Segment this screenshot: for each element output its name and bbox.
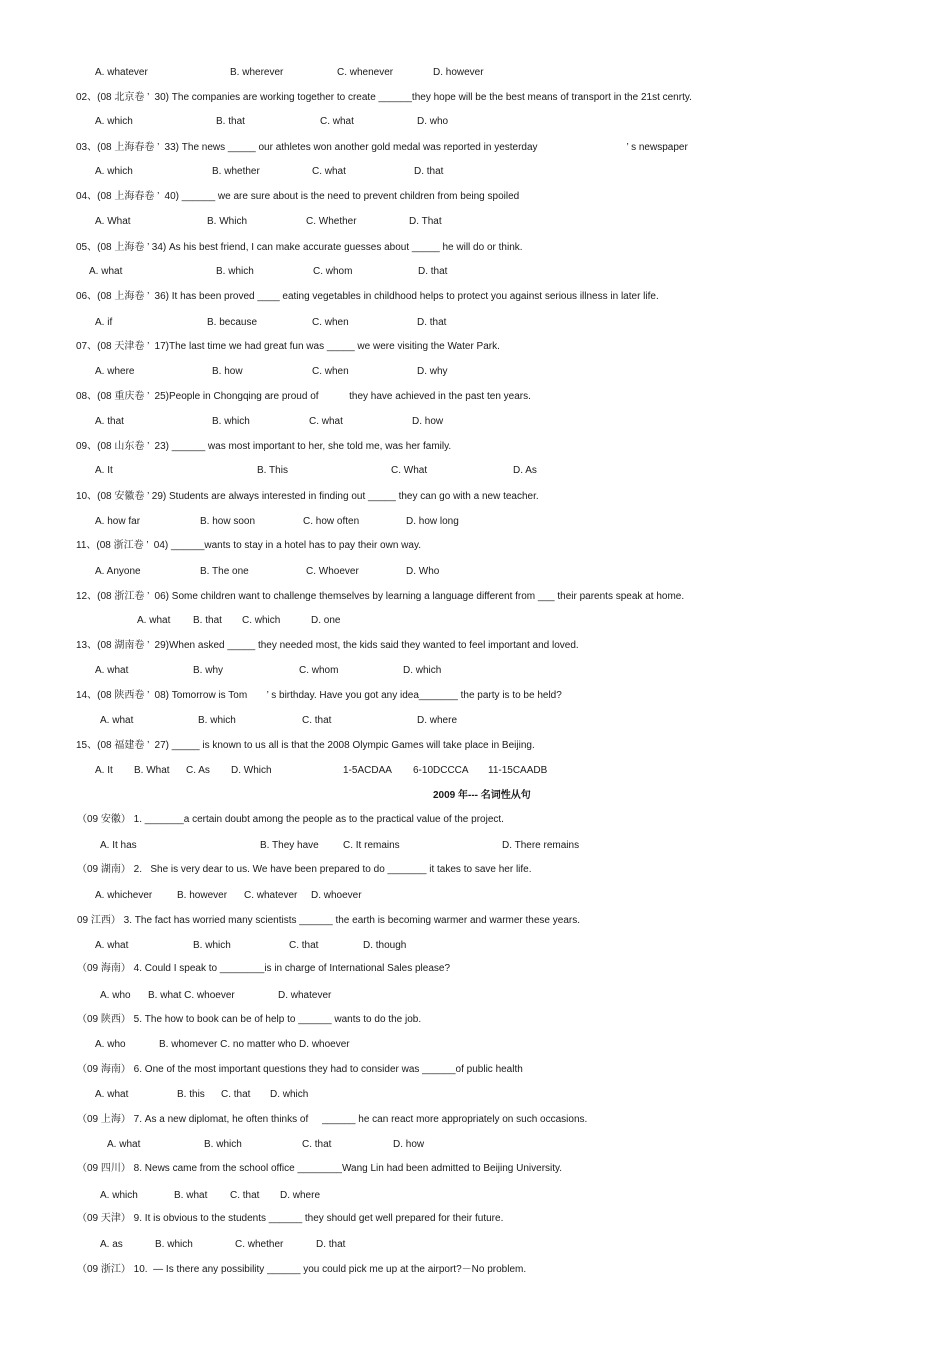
y2008-option-28-6: 11-15CAADB	[488, 765, 548, 776]
y2009-question-18: （09 浙江） 10. — Is there any possibility ______ you could pick me up at the airport?－No problem.	[77, 1264, 527, 1275]
y2009-option-5-3: D. though	[363, 940, 407, 951]
y2008-option-24-3: D. which	[403, 665, 442, 676]
y2009-option-17-1: B. which	[155, 1239, 193, 1250]
y2009-option-17-3: D. that	[316, 1239, 346, 1250]
y2008-question-13: 08、(08 重庆卷 ’ 25)People in Chongqing are proud of they have achieved in the past ten years.	[76, 391, 531, 402]
y2009-option-7-0: A. who	[100, 990, 131, 1001]
y2008-option-0-3: D. however	[433, 67, 484, 78]
y2009-option-11-2: C. that	[221, 1089, 251, 1100]
y2008-option-0-2: C. whenever	[337, 67, 394, 78]
y2009-option-3-0: A. whichever	[95, 890, 153, 901]
y2008-option-18-3: D. how long	[406, 516, 459, 527]
y2008-option-20-1: B. The one	[200, 566, 249, 577]
y2008-option-28-1: B. What	[134, 765, 170, 776]
y2009-question-12: （09 上海） 7. As a new diplomat, he often thinks of ______ he can react more appropriately on such occasions.	[77, 1114, 588, 1125]
y2008-option-24-2: C. whom	[299, 665, 339, 676]
y2008-question-3: 03、(08 上海春卷 ’ 33) The news _____ our athletes won another gold medal was reported in yesterday ’ s newspaper	[76, 142, 688, 153]
y2008-option-4-3: D. that	[414, 166, 444, 177]
y2009-option-15-2: C. that	[230, 1190, 260, 1201]
y2008-option-8-1: B. which	[216, 266, 254, 277]
y2008-option-8-3: D. that	[418, 266, 448, 277]
y2009-question-8: （09 陕西） 5. The how to book can be of help to ______ wants to do the job.	[77, 1014, 422, 1025]
y2009-option-13-3: D. how	[393, 1139, 425, 1150]
y2008-option-26-0: A. what	[100, 715, 134, 726]
y2008-option-2-1: B. that	[216, 116, 245, 127]
y2009-option-17-2: C. whether	[235, 1239, 284, 1250]
y2008-option-10-1: B. because	[207, 317, 258, 328]
y2008-option-28-5: 6-10DCCCA	[413, 765, 469, 776]
y2008-question-1: 02、(08 北京卷 ’ 30) The companies are working together to create ______they hope will be the best means of transport in the 21st cenrty.	[76, 92, 692, 103]
y2009-option-1-3: D. There remains	[502, 840, 580, 851]
y2009-option-13-2: C. that	[302, 1139, 332, 1150]
y2008-option-14-2: C. what	[309, 416, 343, 427]
y2008-question-17: 10、(08 安徽卷 ’ 29) Students are always interested in finding out _____ they can go with a new teacher.	[76, 491, 539, 502]
y2008-option-22-1: B. that	[193, 615, 222, 626]
y2009-question-14: （09 四川） 8. News came from the school office ________Wang Lin had been admitted to Beijing University.	[77, 1163, 563, 1174]
y2008-option-0-1: B. wherever	[230, 67, 284, 78]
y2009-option-13-1: B. which	[204, 1139, 242, 1150]
y2008-option-2-3: D. who	[417, 116, 449, 127]
y2008-option-6-0: A. What	[95, 216, 131, 227]
y2008-option-12-1: B. how	[212, 366, 243, 377]
y2008-question-9: 06、(08 上海卷 ’ 36) It has been proved ____ eating vegetables in childhood helps to protect you against serious illness in later life.	[76, 291, 659, 302]
y2008-option-8-2: C. whom	[313, 266, 353, 277]
y2008-option-8-0: A. what	[89, 266, 123, 277]
y2009-option-3-2: C. whatever	[244, 890, 298, 901]
y2008-question-21: 12、(08 浙江卷 ’ 06) Some children want to challenge themselves by learning a language different from ___ their parents speak at home.	[76, 591, 685, 602]
y2008-option-2-2: C. what	[320, 116, 354, 127]
y2009-question-2: （09 湖南） 2. She is very dear to us. We have been prepared to do _______ it takes to save her life.	[77, 864, 532, 875]
y2009-question-16: （09 天津） 9. It is obvious to the students ______ they should get well prepared for their future.	[77, 1213, 504, 1224]
y2008-option-4-1: B. whether	[212, 166, 260, 177]
y2008-option-16-0: A. It	[95, 465, 113, 476]
y2009-option-7-2: D. whatever	[278, 990, 332, 1001]
y2008-question-25: 14、(08 陕西卷 ’ 08) Tomorrow is Tom ’ s birthday. Have you got any idea_______ the party is to be held?	[76, 690, 562, 701]
y2008-option-26-3: D. where	[417, 715, 458, 726]
y2008-option-24-1: B. why	[193, 665, 224, 676]
y2009-option-9-1: B. whomever C. no matter who D. whoever	[159, 1039, 350, 1050]
y2008-option-28-2: C. As	[186, 765, 210, 776]
y2009-option-13-0: A. what	[107, 1139, 141, 1150]
y2009-option-11-0: A. what	[95, 1089, 129, 1100]
y2008-option-10-2: C. when	[312, 317, 349, 328]
y2009-option-11-1: B. this	[177, 1089, 205, 1100]
y2009-question-0: （09 安徽） 1. _______a certain doubt among the people as to the practical value of the project.	[77, 814, 504, 825]
y2008-option-18-1: B. how soon	[200, 516, 256, 527]
y2009-option-1-1: B. They have	[260, 840, 319, 851]
y2008-option-28-0: A. It	[95, 765, 113, 776]
y2009-option-15-1: B. what	[174, 1190, 208, 1201]
y2009-option-3-3: D. whoever	[311, 890, 362, 901]
y2008-question-19: 11、(08 浙江卷 ’ 04) ______wants to stay in a hotel has to pay their own way.	[76, 540, 421, 551]
y2009-option-15-0: A. which	[100, 1190, 138, 1201]
y2008-option-20-0: A. Anyone	[95, 566, 141, 577]
y2009-option-1-0: A. It has	[100, 840, 137, 851]
y2008-option-22-0: A. what	[137, 615, 171, 626]
y2008-option-4-2: C. what	[312, 166, 346, 177]
y2008-option-10-0: A. if	[95, 317, 113, 328]
y2008-option-0-0: A. whatever	[95, 67, 148, 78]
y2008-option-26-2: C. that	[302, 715, 332, 726]
y2009-option-5-2: C. that	[289, 940, 319, 951]
y2008-question-5: 04、(08 上海春卷 ’ 40) ______ we are sure about is the need to prevent children from being spoiled	[76, 191, 520, 202]
y2008-question-15: 09、(08 山东卷 ’ 23) ______ was most important to her, she told me, was her family.	[76, 441, 452, 452]
y2008-option-18-2: C. how often	[303, 516, 360, 527]
y2009-option-15-3: D. where	[280, 1190, 321, 1201]
y2009-question-4: 09 江西） 3. The fact has worried many scientists ______ the earth is becoming warmer and warmer these years.	[77, 915, 581, 926]
y2008-option-22-3: D. one	[311, 615, 341, 626]
y2009-option-5-1: B. which	[193, 940, 231, 951]
y2008-option-14-1: B. which	[212, 416, 250, 427]
y2008-option-24-0: A. what	[95, 665, 129, 676]
y2008-option-10-3: D. that	[417, 317, 447, 328]
y2008-option-18-0: A. how far	[95, 516, 141, 527]
y2008-option-12-3: D. why	[417, 366, 448, 377]
y2009-option-1-2: C. It remains	[343, 840, 400, 851]
y2009-option-9-0: A. who	[95, 1039, 126, 1050]
y2008-question-11: 07、(08 天津卷 ’ 17)The last time we had great fun was _____ we were visiting the Water Park.	[76, 341, 500, 352]
y2008-option-2-0: A. which	[95, 116, 133, 127]
section-title: 2009 年--- 名词性从句	[433, 790, 531, 801]
y2008-option-12-2: C. when	[312, 366, 349, 377]
y2008-option-6-2: C. Whether	[306, 216, 357, 227]
y2009-question-6: （09 海南） 4. Could I speak to ________is in charge of International Sales please?	[77, 963, 451, 974]
y2008-option-6-1: B. Which	[207, 216, 248, 227]
y2008-option-16-2: C. What	[391, 465, 428, 476]
y2008-option-6-3: D. That	[409, 216, 442, 227]
y2008-option-14-0: A. that	[95, 416, 124, 427]
y2008-option-16-3: D. As	[513, 465, 537, 476]
y2008-question-7: 05、(08 上海卷 ’ 34) As his best friend, I can make accurate guesses about _____ he will do or think.	[76, 242, 523, 253]
y2008-option-14-3: D. how	[412, 416, 444, 427]
y2008-option-16-1: B. This	[257, 465, 288, 476]
y2009-option-7-1: B. what C. whoever	[148, 990, 235, 1001]
y2009-option-3-1: B. however	[177, 890, 228, 901]
y2008-option-26-1: B. which	[198, 715, 236, 726]
y2008-option-12-0: A. where	[95, 366, 135, 377]
y2008-option-20-2: C. Whoever	[306, 566, 359, 577]
y2008-question-23: 13、(08 湖南卷 ’ 29)When asked _____ they needed most, the kids said they wanted to feel important and loved.	[76, 640, 579, 651]
y2008-option-22-2: C. which	[242, 615, 281, 626]
y2009-option-11-3: D. which	[270, 1089, 309, 1100]
y2008-option-4-0: A. which	[95, 166, 133, 177]
y2009-option-17-0: A. as	[100, 1239, 123, 1250]
y2008-option-20-3: D. Who	[406, 566, 440, 577]
y2008-question-27: 15、(08 福建卷 ’ 27) _____ is known to us all is that the 2008 Olympic Games will take place in Beijing.	[76, 740, 535, 751]
y2009-question-10: （09 海南） 6. One of the most important questions they had to consider was ______of public health	[77, 1064, 523, 1075]
y2008-option-28-4: 1-5ACDAA	[343, 765, 392, 776]
y2009-option-5-0: A. what	[95, 940, 129, 951]
y2008-option-28-3: D. Which	[231, 765, 272, 776]
